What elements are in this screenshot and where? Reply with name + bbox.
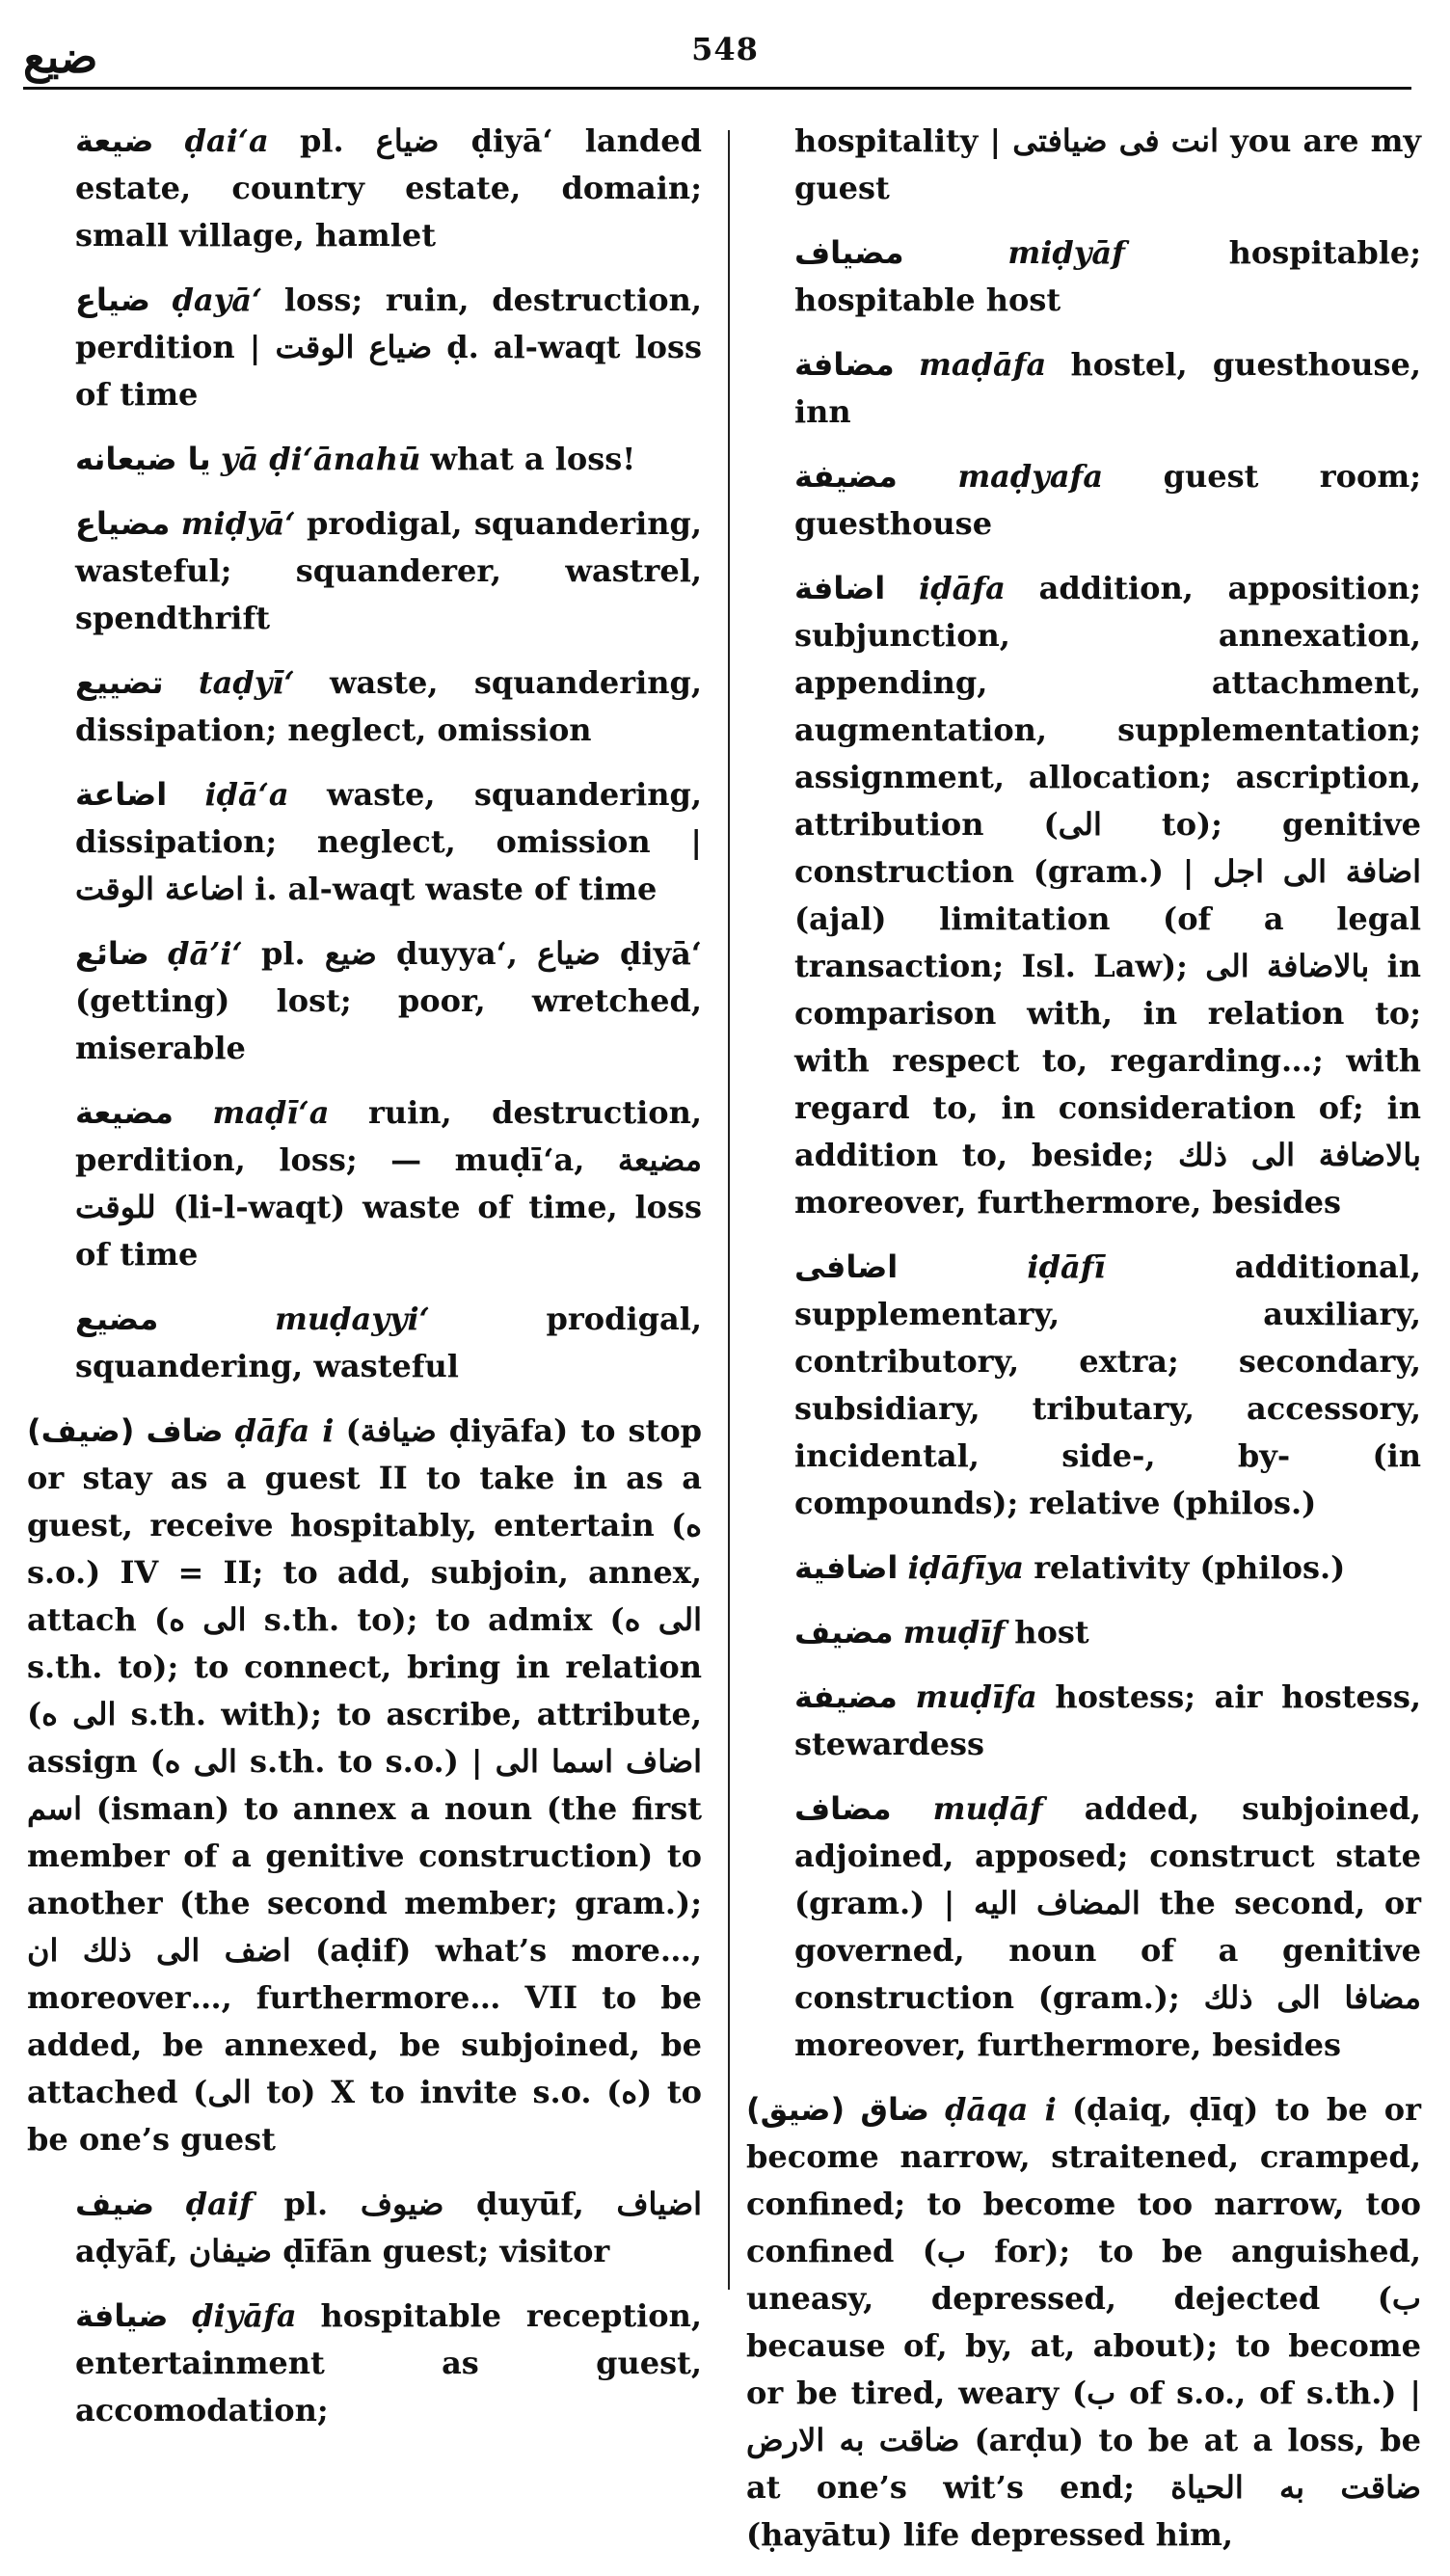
definition: pl. ضيوف ḍuyūf, اضياف aḍyāf, ضيفان ḍīfān guest; visitor [75, 2186, 703, 2269]
transliteration: ḍiyāfa [192, 2297, 297, 2334]
page-header [0, 23, 1450, 81]
definition: what a loss! [430, 441, 636, 477]
dictionary-entry [746, 2086, 1421, 2559]
definition: waste, squandering, dissipation; neglect, omission | اضاعة الوقت i. al-waqt waste of time [75, 776, 703, 907]
arabic-headword: مضياف [794, 234, 904, 271]
dictionary-entry [794, 1244, 1421, 1527]
arabic-headword: مضيفة [794, 458, 898, 495]
transliteration: maḍī‘a [212, 1094, 330, 1131]
definition: additional, supplementary, auxiliary, contributory, extra; secondary, subsidiary, tributary, accessory, incidental, side-, by- (in compounds); relative (philos.) [794, 1248, 1422, 1521]
dictionary-entry [794, 1544, 1421, 1592]
arabic-headword: ضاق [860, 2091, 929, 2128]
dictionary-entry [794, 1785, 1421, 2069]
definition: hospitable reception, entertainment as guest, accomodation; [75, 2297, 702, 2428]
definition: pl. ضيع ḍuyya‘, ضياع ḍiyā‘ (getting) lost; poor, wretched, miserable [75, 935, 703, 1066]
arabic-headword: مضيع [75, 1301, 159, 1337]
transliteration: iḍā‘a [204, 776, 289, 813]
dictionary-entry [794, 229, 1421, 324]
transliteration: maḍāfa [919, 346, 1047, 383]
arabic-headword: مضيفة [794, 1678, 898, 1715]
dictionary-entry [75, 436, 702, 483]
root-word: (ضيف) [27, 1412, 135, 1449]
arabic-headword: مضافة [794, 346, 895, 383]
dictionary-entry [794, 1609, 1421, 1656]
definition: ruin, destruction, perdition, loss; — muḍī‘a, مضيعة للوقت (li-l-waqt) waste of time, loss of time [75, 1094, 702, 1273]
arabic-headword: اضافية [794, 1549, 899, 1586]
transliteration: iḍāfa [919, 570, 1006, 606]
transliteration: miḍyā‘ [180, 505, 296, 542]
dictionary-entry [75, 277, 702, 418]
transliteration: miḍyāf [1007, 234, 1125, 271]
transliteration: iḍāfī [1027, 1248, 1106, 1285]
transliteration: taḍyī‘ [198, 664, 295, 701]
definition: prodigal, squandering, wasteful [75, 1301, 702, 1384]
arabic-headword: مضياع [75, 505, 171, 542]
arabic-headword: اضافة [794, 570, 886, 606]
arabic-headword: مضيعة [75, 1094, 174, 1131]
definition: hospitality | انت فى ضيافتى you are my guest [794, 122, 1422, 206]
transliteration: ḍā’i‘ [168, 935, 243, 972]
definition: waste, squandering, dissipation; neglect, omission [75, 664, 703, 748]
definition: relativity (philos.) [1034, 1549, 1346, 1586]
transliteration: ḍayā‘ [172, 282, 263, 318]
transliteration: muḍīfa [915, 1678, 1037, 1715]
arabic-headword: ضياع [75, 282, 150, 318]
dictionary-entry [75, 930, 702, 1072]
transliteration: maḍyafa [957, 458, 1104, 495]
dictionary-entry [75, 118, 702, 259]
dictionary-entry [794, 565, 1421, 1226]
dictionary-entry [75, 500, 702, 642]
arabic-headword: ضيف [75, 2186, 155, 2222]
arabic-headword: ضيافة [75, 2297, 169, 2334]
right-column [746, 118, 1422, 2576]
arabic-headword: ضيعة [75, 122, 154, 159]
left-column [27, 118, 703, 2452]
definition: host [1014, 1614, 1089, 1650]
arabic-headword: ضائع [75, 935, 149, 972]
dictionary-entry [794, 118, 1421, 212]
dictionary-entry [794, 453, 1421, 548]
transliteration: muḍīf [902, 1614, 1006, 1650]
arabic-headword: مضاف [794, 1790, 892, 1827]
column-divider [728, 130, 730, 2290]
page-number: 548 [691, 31, 759, 67]
transliteration: ḍāfa i [234, 1412, 335, 1449]
arabic-headword: اضاعة [75, 776, 168, 813]
definition: added, subjoined, adjoined, apposed; construct state (gram.) | المضاف اليه the second, or governed, noun of a genitive construction (gram.); مضافا الى ذلك moreover, furthermore, besides [794, 1790, 1422, 2063]
definition: pl. ضياع ḍiyā‘ landed estate, country estate, domain; small village, hamlet [75, 122, 703, 254]
arabic-headword: مضيف [794, 1614, 894, 1650]
arabic-headword: تضييع [75, 664, 164, 701]
arabic-headword: يا ضيعانه [75, 441, 211, 477]
definition: prodigal, squandering, wasteful; squanderer, wastrel, spendthrift [75, 505, 703, 636]
arabic-headword: اضافى [794, 1248, 899, 1285]
header-rule [23, 87, 1411, 90]
definition: addition, apposition; subjunction, annexation, appending, attachment, augmentation, supplementation; assignment, allocation; ascription, attribution (الى to); genitive construction (gram.) | اضافة الى اجل (ajal) limitation (of a legal transaction; Isl. Law); بالاضافة الى in comparison with, in relation to; with respect to, regarding…; with regard to, in consideration of; in addition to, beside; بالاضافة الى ذلك moreover, furthermore, besides [794, 570, 1422, 1221]
transliteration: ḍaif [185, 2186, 253, 2222]
definition: loss; ruin, destruction, perdition | ضياع الوقت ḍ. al-waqt loss of time [75, 282, 703, 413]
transliteration: muḍayyi‘ [275, 1301, 430, 1337]
dictionary-entry [27, 1408, 702, 2163]
dictionary-entry [75, 1089, 702, 1278]
definition: (ضيافة ḍiyāfa) to stop or stay as a guest II to take in as a guest, receive hospitably, entertain (ه s.o.) IV = II; to add, subjoin, annex, attach (الى ه s.th. to); to admix (الى ه s.th. to); to connect, bring in relation (الى ه s.th. with); to ascribe, attribute, assign (الى ه s.th. to s.o.) | اضاف اسما الى اسم (isman) to annex a noun (the first member of a genitive construction) to another (the second member; gram.); اضف الى ذلك ان (aḍif) what’s more…, moreover…, furthermore… VII to be added, be annexed, be subjoined, be attached (الى to) X to invite s.o. (ه) to be one’s guest [27, 1412, 703, 2158]
transliteration: muḍāf [932, 1790, 1043, 1827]
dictionary-entry [75, 659, 702, 754]
root-word: (ضيق) [746, 2091, 846, 2128]
definition: hospitable; hospitable host [794, 234, 1422, 318]
dictionary-entry [794, 341, 1421, 436]
running-headword: ضيع [23, 31, 98, 83]
dictionary-entry [794, 1674, 1421, 1768]
transliteration: yā ḍi‘ānahū [220, 441, 421, 477]
definition: guest room; guesthouse [794, 458, 1422, 542]
transliteration: iḍāfīya [907, 1549, 1025, 1586]
definition: hostess; air hostess, stewardess [794, 1678, 1422, 1762]
transliteration: ḍāqa i [945, 2091, 1057, 2128]
dictionary-entry [75, 1296, 702, 1390]
transliteration: ḍai‘a [184, 122, 269, 159]
dictionary-entry [75, 2181, 702, 2275]
definition: (ḍaiq, ḍīq) to be or become narrow, straitened, cramped, confined; to become too narrow, too confined (ب for); to be anguished, uneasy, depressed, dejected (ب because of, by, at, about); to become or be tired, weary (ب of s.o., of s.th.) | ضاقت به الارض (arḍu) to be at a loss, be at one’s wit’s end; ضاقت به الحياة (ḥayātu) life depressed him, [746, 2091, 1422, 2553]
dictionary-entry [75, 2293, 702, 2434]
definition: hostel, guesthouse, inn [794, 346, 1422, 430]
arabic-headword: ضاف [146, 1412, 224, 1449]
dictionary-entry [75, 771, 702, 913]
